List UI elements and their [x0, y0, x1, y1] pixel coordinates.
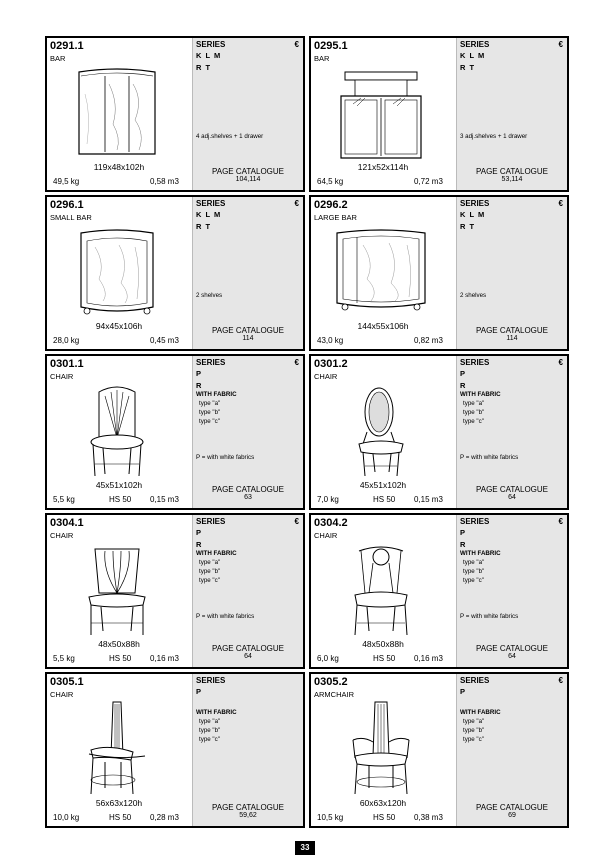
- euro-symbol: €: [294, 517, 299, 526]
- product-card-0304-1: [45, 513, 305, 669]
- product-volume: 0,82 m3: [414, 336, 443, 345]
- fabric-options: [196, 390, 237, 426]
- product-card-0296-2: [309, 195, 569, 351]
- fabric-type: type "b": [199, 727, 221, 734]
- series-line-1: P: [460, 687, 467, 696]
- fabric-type: type "a": [463, 718, 485, 725]
- fabric-options: [460, 708, 501, 744]
- series-line-1: P: [196, 687, 203, 696]
- fabric-options: [460, 390, 501, 426]
- euro-symbol: €: [558, 358, 563, 367]
- product-info: [311, 356, 455, 508]
- series-label: SERIES: [196, 358, 226, 367]
- series-line-2: R: [460, 540, 467, 549]
- product-code: 0305.2: [314, 676, 348, 688]
- product-type: SMALL BAR: [50, 213, 92, 222]
- page-catalogue-number: 64: [508, 494, 516, 501]
- product-dimensions: 94x45x106h: [95, 321, 143, 331]
- product-weight: 5,5 kg: [53, 654, 75, 663]
- fabric-type: type "b": [463, 568, 485, 575]
- series-label: SERIES: [460, 199, 490, 208]
- series-line-2: R: [460, 381, 467, 390]
- product-volume: 0,28 m3: [150, 813, 179, 822]
- series-panel: [192, 356, 303, 508]
- product-note: 4 adj.shelves + 1 drawer: [196, 133, 264, 140]
- chair-illustration: [69, 382, 165, 478]
- page-catalogue-label: PAGE CATALOGUE: [475, 326, 548, 335]
- series-line-2: R: [196, 381, 203, 390]
- series-line-1: K L M: [460, 210, 486, 219]
- euro-symbol: €: [294, 199, 299, 208]
- page-catalogue-label: PAGE CATALOGUE: [475, 644, 548, 653]
- page-catalogue: [193, 168, 303, 184]
- product-weight: 10,0 kg: [53, 813, 80, 822]
- product-volume: 0,58 m3: [150, 177, 179, 186]
- product-weight: 49,5 kg: [53, 177, 80, 186]
- product-info: [311, 674, 455, 826]
- series-line-2: R T: [196, 222, 212, 231]
- product-hs: HS 50: [109, 495, 132, 504]
- product-type: CHAIR: [50, 690, 74, 699]
- product-info: [311, 197, 455, 349]
- product-weight: 64,5 kg: [317, 177, 344, 186]
- page-catalogue-number: 114: [242, 335, 254, 342]
- bar-illustration: [69, 223, 165, 319]
- page-catalogue: [457, 645, 567, 661]
- product-hs: HS 50: [109, 654, 132, 663]
- series-line-2: R T: [460, 222, 476, 231]
- product-hs: HS 50: [373, 495, 396, 504]
- product-type: BAR: [50, 54, 66, 63]
- series-label: SERIES: [196, 40, 226, 49]
- series-panel: [456, 356, 567, 508]
- series-line-1: K L M: [196, 210, 222, 219]
- page-catalogue: [457, 168, 567, 184]
- fabric-type: type "a": [463, 559, 485, 566]
- fabric-options: [460, 549, 501, 585]
- product-code: 0301.2: [314, 358, 348, 370]
- bar-illustration: [69, 64, 165, 160]
- product-dimensions: 48x50x88h: [98, 639, 140, 649]
- fabric-type: type "c": [463, 418, 484, 425]
- series-panel: [192, 38, 303, 190]
- fabric-note: P = with white fabrics: [460, 613, 519, 620]
- page-catalogue: [457, 327, 567, 343]
- product-code: 0296.2: [314, 199, 348, 211]
- page-catalogue: [193, 327, 303, 343]
- bar-illustration: [333, 223, 429, 319]
- product-card-0304-2: [309, 513, 569, 669]
- page-catalogue-label: PAGE CATALOGUE: [211, 485, 284, 494]
- product-note: 2 shelves: [196, 292, 223, 299]
- product-code: 0304.2: [314, 517, 348, 529]
- page-catalogue: [193, 486, 303, 502]
- chair-illustration: [69, 541, 165, 637]
- page-catalogue-number: 59,62: [239, 812, 257, 819]
- product-volume: 0,15 m3: [414, 495, 443, 504]
- page-catalogue: [457, 486, 567, 502]
- series-line-1: P: [460, 369, 467, 378]
- series-panel: [456, 38, 567, 190]
- product-volume: 0,38 m3: [414, 813, 443, 822]
- product-hs: HS 50: [109, 813, 132, 822]
- product-weight: 10,5 kg: [317, 813, 344, 822]
- fabric-options: [196, 549, 237, 585]
- fabric-type: type "b": [463, 727, 485, 734]
- page-catalogue-label: PAGE CATALOGUE: [211, 326, 284, 335]
- series-line-2: R T: [196, 63, 212, 72]
- fabric-type: type "c": [199, 736, 220, 743]
- product-weight: 6,0 kg: [317, 654, 339, 663]
- series-label: SERIES: [460, 676, 490, 685]
- product-volume: 0,16 m3: [150, 654, 179, 663]
- product-hs: HS 50: [373, 813, 396, 822]
- fabric-title: WITH FABRIC: [196, 391, 237, 398]
- page-catalogue-number: 53,114: [501, 176, 523, 183]
- product-card-0295-1: [309, 36, 569, 192]
- series-panel: [192, 197, 303, 349]
- series-label: SERIES: [460, 40, 490, 49]
- product-card-0305-1: [45, 672, 305, 828]
- product-dimensions: 121x52x114h: [357, 162, 409, 172]
- page-catalogue: [193, 645, 303, 661]
- product-dimensions: 119x48x102h: [93, 162, 145, 172]
- fabric-note: P = with white fabrics: [196, 613, 255, 620]
- page-catalogue-label: PAGE CATALOGUE: [475, 803, 548, 812]
- product-code: 0296.1: [50, 199, 84, 211]
- euro-symbol: €: [558, 676, 563, 685]
- page-number: 33: [295, 841, 315, 855]
- series-panel: [192, 674, 303, 826]
- product-volume: 0,16 m3: [414, 654, 443, 663]
- page-catalogue-number: 114: [506, 335, 518, 342]
- product-card-0301-2: [309, 354, 569, 510]
- fabric-options: [196, 708, 237, 744]
- product-volume: 0,72 m3: [414, 177, 443, 186]
- page-catalogue-number: 63: [244, 494, 252, 501]
- chair-illustration: [333, 541, 429, 637]
- euro-symbol: €: [558, 40, 563, 49]
- series-label: SERIES: [460, 517, 490, 526]
- product-info: [47, 674, 191, 826]
- product-volume: 0,15 m3: [150, 495, 179, 504]
- page-catalogue: [193, 804, 303, 820]
- product-hs: HS 50: [373, 654, 396, 663]
- page-catalogue-number: 64: [244, 653, 252, 660]
- product-code: 0305.1: [50, 676, 84, 688]
- product-dimensions: 144x55x106h: [357, 321, 409, 331]
- page-catalogue: [457, 804, 567, 820]
- product-dimensions: 48x50x88h: [362, 639, 404, 649]
- product-type: CHAIR: [314, 531, 338, 540]
- fabric-title: WITH FABRIC: [460, 550, 501, 557]
- euro-symbol: €: [294, 358, 299, 367]
- product-type: CHAIR: [50, 531, 74, 540]
- euro-symbol: €: [558, 517, 563, 526]
- chair-illustration: [69, 700, 165, 796]
- series-line-2: R: [196, 540, 203, 549]
- page-catalogue-label: PAGE CATALOGUE: [211, 167, 284, 176]
- fabric-title: WITH FABRIC: [460, 709, 501, 716]
- product-code: 0291.1: [50, 40, 84, 52]
- series-line-1: K L M: [460, 51, 486, 60]
- product-code: 0295.1: [314, 40, 348, 52]
- product-code: 0304.1: [50, 517, 84, 529]
- series-label: SERIES: [196, 517, 226, 526]
- product-type: CHAIR: [50, 372, 74, 381]
- fabric-type: type "c": [463, 736, 484, 743]
- series-line-1: P: [196, 528, 203, 537]
- fabric-type: type "b": [199, 568, 221, 575]
- series-line-1: P: [460, 528, 467, 537]
- series-panel: [456, 197, 567, 349]
- page-catalogue-number: 69: [508, 812, 516, 819]
- page-catalogue-label: PAGE CATALOGUE: [211, 644, 284, 653]
- product-card-0305-2: [309, 672, 569, 828]
- fabric-type: type "a": [199, 718, 221, 725]
- fabric-type: type "a": [463, 400, 485, 407]
- product-volume: 0,45 m3: [150, 336, 179, 345]
- product-info: [47, 38, 191, 190]
- product-weight: 28,0 kg: [53, 336, 80, 345]
- series-label: SERIES: [196, 676, 226, 685]
- product-note: 2 shelves: [460, 292, 487, 299]
- series-panel: [456, 515, 567, 667]
- euro-symbol: €: [294, 40, 299, 49]
- page-catalogue-label: PAGE CATALOGUE: [475, 485, 548, 494]
- product-dimensions: 56x63x120h: [95, 798, 143, 808]
- series-line-1: P: [196, 369, 203, 378]
- fabric-type: type "c": [199, 418, 220, 425]
- chair-illustration: [333, 382, 429, 478]
- fabric-note: P = with white fabrics: [196, 454, 255, 461]
- page-catalogue-number: 64: [508, 653, 516, 660]
- product-code: 0301.1: [50, 358, 84, 370]
- product-dimensions: 60x63x120h: [359, 798, 407, 808]
- series-label: SERIES: [196, 199, 226, 208]
- product-note: 3 adj.shelves + 1 drawer: [460, 133, 528, 140]
- series-label: SERIES: [460, 358, 490, 367]
- euro-symbol: €: [558, 199, 563, 208]
- series-panel: [192, 515, 303, 667]
- page-catalogue-label: PAGE CATALOGUE: [211, 803, 284, 812]
- fabric-type: type "b": [199, 409, 221, 416]
- fabric-title: WITH FABRIC: [196, 550, 237, 557]
- fabric-title: WITH FABRIC: [460, 391, 501, 398]
- product-info: [47, 356, 191, 508]
- bar-illustration: [333, 64, 429, 160]
- fabric-type: type "c": [463, 577, 484, 584]
- product-card-0296-1: [45, 195, 305, 351]
- fabric-note: P = with white fabrics: [460, 454, 519, 461]
- fabric-type: type "c": [199, 577, 220, 584]
- product-dimensions: 45x51x102h: [359, 480, 407, 490]
- product-type: ARMCHAIR: [314, 690, 355, 699]
- product-info: [311, 38, 455, 190]
- product-dimensions: 45x51x102h: [95, 480, 143, 490]
- product-card-0301-1: [45, 354, 305, 510]
- product-info: [47, 515, 191, 667]
- series-line-1: K L M: [196, 51, 222, 60]
- fabric-type: type "a": [199, 559, 221, 566]
- product-info: [311, 515, 455, 667]
- fabric-type: type "b": [463, 409, 485, 416]
- product-type: LARGE BAR: [314, 213, 357, 222]
- page-catalogue-label: PAGE CATALOGUE: [475, 167, 548, 176]
- series-panel: [456, 674, 567, 826]
- page-catalogue-number: 104,114: [235, 176, 261, 183]
- fabric-type: type "a": [199, 400, 221, 407]
- product-type: BAR: [314, 54, 330, 63]
- product-info: [47, 197, 191, 349]
- product-type: CHAIR: [314, 372, 338, 381]
- series-line-2: R T: [460, 63, 476, 72]
- product-weight: 43,0 kg: [317, 336, 344, 345]
- fabric-title: WITH FABRIC: [196, 709, 237, 716]
- product-weight: 7,0 kg: [317, 495, 339, 504]
- armchair-illustration: [333, 700, 429, 796]
- product-weight: 5,5 kg: [53, 495, 75, 504]
- product-card-0291-1: [45, 36, 305, 192]
